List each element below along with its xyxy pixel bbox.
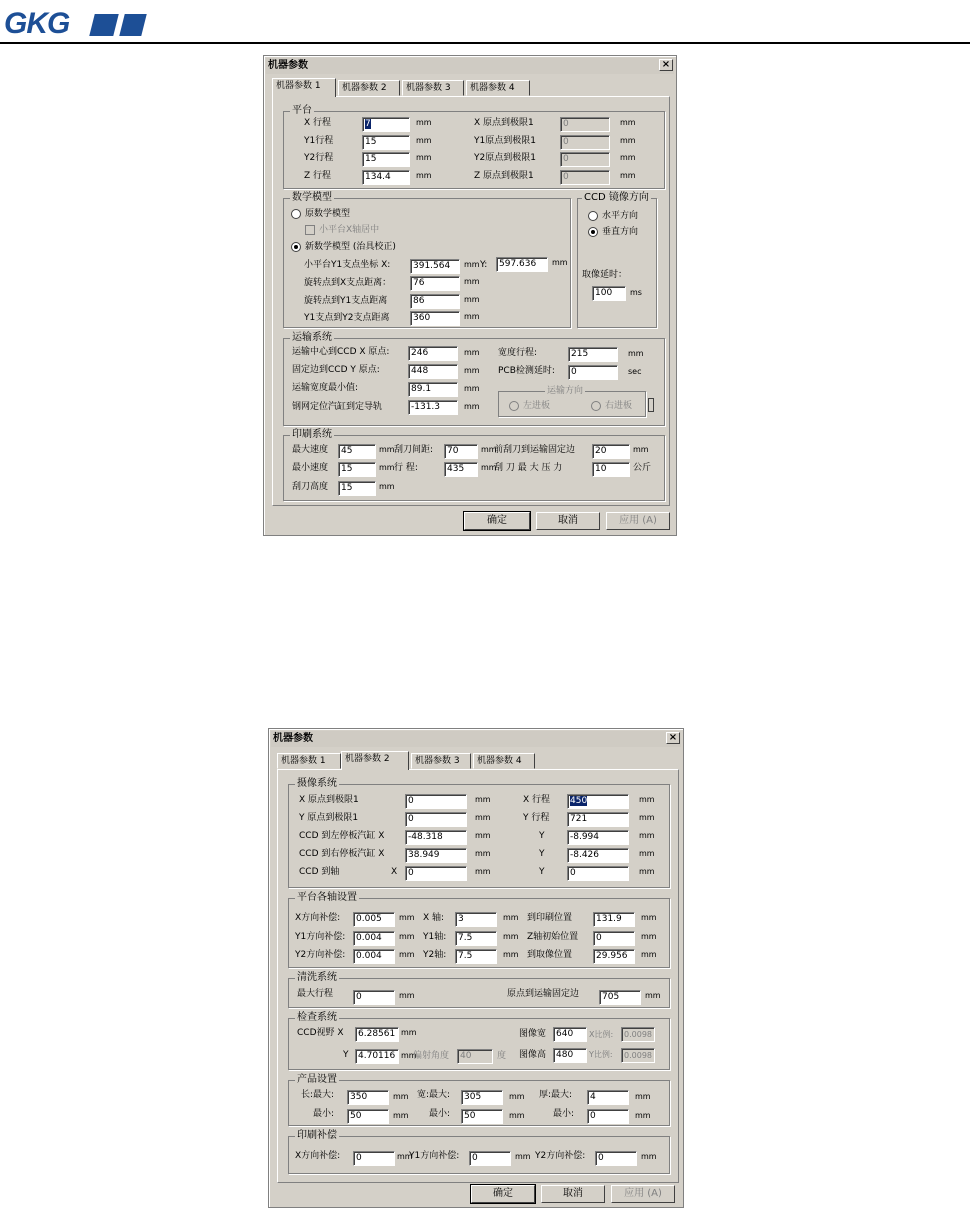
angle-field[interactable]: 40: [457, 1049, 493, 1064]
unit: mm: [379, 482, 395, 491]
y1-comp-field[interactable]: 0.004: [353, 931, 395, 946]
transport-group: [283, 332, 665, 426]
y2-origin-label: Y2原点到极限1: [474, 153, 536, 163]
print-pos-field[interactable]: 131.9: [593, 912, 635, 927]
y1y2-field[interactable]: 360: [410, 311, 460, 326]
x-comp-field[interactable]: 0.005: [353, 912, 395, 927]
y1-comp-label: Y1方向补偿:: [295, 932, 346, 942]
stencil-field[interactable]: -131.3: [408, 400, 458, 415]
thk-max-label: 厚:最大:: [539, 1090, 573, 1100]
unit: mm: [633, 445, 649, 454]
print-pos-label: 到印刷位置: [527, 913, 573, 923]
pcb-delay-label: PCB检测延时:: [498, 366, 555, 376]
apply-button[interactable]: 应用 (A): [606, 512, 670, 530]
unit: mm: [475, 795, 491, 804]
scroll-handle[interactable]: [648, 398, 654, 412]
y-ratio-field[interactable]: 0.0098: [621, 1048, 655, 1063]
tab-params-1[interactable]: 机器参数 1: [277, 753, 341, 769]
platform-axes-group: [288, 892, 670, 968]
capture-pos-label: 到取像位置: [527, 950, 573, 960]
x-comp-field[interactable]: 0: [353, 1151, 395, 1166]
vertical-label: 垂直方向: [602, 227, 639, 237]
y-travel-label: Y 行程: [523, 813, 550, 823]
unit: mm: [620, 171, 636, 180]
y1-axis-field[interactable]: 7.5: [455, 931, 497, 946]
img-width-label: 图像宽: [519, 1029, 547, 1039]
y1y2-label: Y1支点到Y2支点距离: [304, 313, 390, 323]
y-origin-label: Y 原点到极限1: [299, 813, 359, 823]
logo-bar-1: [89, 14, 118, 36]
y2-axis-field[interactable]: 7.5: [455, 949, 497, 964]
unit: mm: [379, 463, 395, 472]
left-entry-radio[interactable]: [509, 401, 519, 411]
unit: mm: [416, 118, 432, 127]
unit: mm: [503, 932, 519, 941]
ccd-mirror-group: [577, 192, 657, 328]
x-axis-label: X 轴:: [423, 913, 445, 923]
group-title: 平台各轴设置: [297, 892, 357, 903]
left-entry-label: 左进板: [523, 401, 551, 411]
ccd-axis-x-field[interactable]: 0: [405, 866, 467, 881]
ccd-axis-x-label: X: [391, 867, 398, 877]
unit: mm: [401, 1028, 417, 1037]
y-ratio-label: Y比例:: [589, 1050, 613, 1059]
unit: mm: [416, 171, 432, 180]
unit: mm: [464, 348, 480, 357]
old-model-radio[interactable]: [291, 209, 301, 219]
thk-min-field[interactable]: 0: [587, 1109, 629, 1124]
capture-pos-field[interactable]: 29.956: [593, 949, 635, 964]
stencil-label: 钢网定位汽缸到定导轨: [292, 402, 383, 412]
delay-unit: ms: [630, 288, 642, 297]
cancel-button[interactable]: 取消: [541, 1185, 605, 1203]
coord-label: 小平台Y1支点坐标 X:: [304, 260, 391, 270]
y1-comp-field[interactable]: 0: [469, 1151, 511, 1166]
z-origin-label: Z 原点到极限1: [474, 171, 534, 181]
gap-field[interactable]: 70: [444, 444, 478, 459]
x-travel-field[interactable]: [567, 794, 629, 809]
z-init-field[interactable]: 0: [593, 931, 635, 946]
group-title: 平台: [292, 105, 312, 116]
unit: mm: [397, 1152, 413, 1161]
len-max-field[interactable]: 350: [347, 1090, 389, 1105]
unit: mm: [416, 136, 432, 145]
unit: mm: [464, 277, 480, 286]
unit: mm: [399, 913, 415, 922]
max-speed-field[interactable]: 45: [338, 444, 376, 459]
x-ratio-field[interactable]: 0.0098: [621, 1027, 655, 1042]
left-cyl-label: CCD 到左停板汽缸 X: [299, 831, 385, 841]
y2-comp-label: Y2方向补偿:: [295, 950, 346, 960]
unit: mm: [641, 913, 657, 922]
wid-max-field[interactable]: 305: [461, 1090, 503, 1105]
print-group: [283, 429, 665, 501]
machine-params-dialog-2: [268, 728, 684, 1208]
left-cyl-y-field[interactable]: -8.994: [567, 830, 629, 845]
width-travel-field[interactable]: 215: [568, 347, 618, 362]
group-title: 印刷补偿: [297, 1130, 337, 1141]
delay-label: 取像延时：: [582, 270, 628, 280]
fov-label: CCD视野 X: [297, 1028, 344, 1038]
z-init-label: Z轴初始位置: [527, 932, 579, 942]
tab-params-2[interactable]: 机器参数 2: [338, 80, 400, 96]
unit: mm: [639, 831, 655, 840]
min-width-field[interactable]: 89.1: [408, 382, 458, 397]
y2-travel-label: Y2行程: [304, 153, 334, 163]
print-comp-group: [288, 1130, 670, 1174]
unit: mm: [552, 258, 568, 267]
inspection-group: [288, 1012, 670, 1070]
pcb-delay-field[interactable]: 0: [568, 365, 618, 380]
z-travel-label: Z 行程: [304, 171, 332, 181]
close-icon[interactable]: ×: [666, 732, 680, 744]
unit: mm: [399, 991, 415, 1000]
close-icon[interactable]: ×: [659, 59, 673, 71]
unit: mm: [628, 349, 644, 358]
y-origin-field[interactable]: 0: [405, 812, 467, 827]
unit: mm: [515, 1152, 531, 1161]
ok-button[interactable]: 确定: [471, 1185, 535, 1203]
y2-comp-field[interactable]: 0.004: [353, 949, 395, 964]
fov-x-field[interactable]: 6.28561: [355, 1027, 399, 1042]
unit: mm: [641, 950, 657, 959]
pressure-unit: 公斤: [633, 463, 652, 473]
logo-bar-2: [119, 14, 146, 36]
z-origin-field[interactable]: 0: [560, 170, 610, 185]
y1-origin-label: Y1原点到极限1: [474, 136, 536, 146]
right-cyl-label: CCD 到右停板汽缸 X: [299, 849, 385, 859]
fov-y-field[interactable]: 4.70116: [355, 1049, 399, 1064]
ccd-axis-label: CCD 到轴: [299, 867, 340, 877]
min-speed-label: 最小速度: [292, 463, 329, 473]
max-speed-label: 最大速度: [292, 445, 329, 455]
right-entry-label: 右进板: [605, 401, 633, 411]
unit: mm: [641, 1152, 657, 1161]
cleaning-group: [288, 972, 670, 1008]
unit: mm: [464, 295, 480, 304]
tab-page: [272, 96, 670, 506]
squeegee-height-field[interactable]: 15: [338, 481, 376, 496]
squeegee-height-label: 刮刀高度: [292, 482, 329, 492]
unit: mm: [464, 384, 480, 393]
rot-x-field[interactable]: 76: [410, 276, 460, 291]
unit: mm: [464, 260, 480, 269]
group-title: 摄像系统: [297, 778, 337, 789]
thk-min-label: 最小:: [553, 1109, 575, 1119]
y2-origin-field[interactable]: 0: [560, 152, 610, 167]
min-speed-field[interactable]: 15: [338, 462, 376, 477]
img-width-field[interactable]: 640: [553, 1027, 587, 1042]
unit: mm: [509, 1111, 525, 1120]
fixed-ccd-y-label: 固定边到CCD Y 原点:: [292, 365, 380, 375]
x-travel-value: 450: [570, 796, 588, 806]
y1-comp-label: Y1方向补偿:: [409, 1151, 460, 1161]
platform-group: [283, 105, 665, 189]
angle-unit: 度: [497, 1051, 507, 1061]
fixed-ccd-y-field[interactable]: 448: [408, 364, 458, 379]
unit: mm: [379, 445, 395, 454]
width-travel-label: 宽度行程:: [498, 348, 538, 358]
pressure-label: 刮 刀 最 大 压 力: [494, 463, 563, 473]
group-title: 运输系统: [292, 332, 332, 343]
unit: mm: [645, 991, 661, 1000]
len-min-label: 最小:: [313, 1109, 335, 1119]
delay-field[interactable]: 100: [592, 286, 626, 301]
old-model-label: 原数学模型: [305, 209, 351, 219]
x-origin-label: X 原点到极限1: [474, 118, 534, 128]
x-travel-label: X 行程: [523, 795, 551, 805]
img-height-field[interactable]: 480: [553, 1048, 587, 1063]
left-cyl-y-label: Y: [539, 831, 545, 841]
gap-label: 刮刀间距:: [394, 445, 434, 455]
pressure-field[interactable]: 10: [592, 462, 630, 477]
y2-axis-label: Y2轴:: [423, 950, 447, 960]
front-squeegee-label: 前刮刀到运输固定边: [494, 445, 576, 455]
front-squeegee-field[interactable]: 20: [592, 444, 630, 459]
brand-logo: GKG: [4, 7, 70, 40]
unit: mm: [475, 813, 491, 822]
unit: mm: [481, 445, 497, 454]
thk-max-field[interactable]: 4: [587, 1090, 629, 1105]
ccd-axis-y-field[interactable]: 0: [567, 866, 629, 881]
new-model-radio[interactable]: [291, 242, 301, 252]
math-model-group: [283, 192, 571, 328]
y2-comp-field[interactable]: 0: [595, 1151, 637, 1166]
len-min-field[interactable]: 50: [347, 1109, 389, 1124]
ok-button[interactable]: 确定: [464, 512, 530, 530]
unit: mm: [475, 831, 491, 840]
unit: mm: [639, 813, 655, 822]
group-title: 数学模型: [292, 192, 332, 203]
rot-y1-field[interactable]: 86: [410, 294, 460, 309]
x-origin-field[interactable]: 0: [560, 117, 610, 132]
camera-group: [288, 778, 670, 888]
rot-y1-label: 旋转点到Y1支点距离: [304, 296, 388, 306]
wid-min-label: 最小:: [429, 1109, 451, 1119]
unit: mm: [641, 932, 657, 941]
y2-travel-field[interactable]: 15: [362, 152, 410, 167]
tab-params-4[interactable]: 机器参数 4: [473, 753, 535, 769]
transport-direction-group: [498, 386, 646, 417]
img-height-label: 图像高: [519, 1050, 547, 1060]
unit: mm: [393, 1111, 409, 1120]
ccd-axis-y-label: Y: [539, 867, 545, 877]
center-checkbox[interactable]: [305, 225, 315, 235]
unit: mm: [464, 312, 480, 321]
x-comp-label: X方向补偿:: [295, 1151, 341, 1161]
unit: mm: [464, 402, 480, 411]
x-origin-field[interactable]: 0: [405, 794, 467, 809]
horizontal-label: 水平方向: [602, 211, 639, 221]
right-cyl-x-field[interactable]: 38.949: [405, 848, 467, 863]
center-ccd-x-label: 运输中心到CCD X 原点:: [292, 347, 390, 357]
y1-origin-field[interactable]: 0: [560, 135, 610, 150]
horizontal-radio[interactable]: [588, 211, 598, 221]
machine-params-dialog-1: [263, 55, 677, 536]
unit: mm: [635, 1111, 651, 1120]
header-rule: [0, 42, 970, 44]
x-ratio-label: X比例:: [589, 1030, 614, 1039]
right-entry-radio[interactable]: [591, 401, 601, 411]
len-max-label: 长:最大:: [301, 1090, 335, 1100]
group-title: 印刷系统: [292, 429, 332, 440]
unit: mm: [503, 913, 519, 922]
x-travel-label: X 行程: [304, 118, 332, 128]
unit: mm: [639, 795, 655, 804]
x-travel-value: 7: [365, 119, 371, 129]
x-axis-field[interactable]: 3: [455, 912, 497, 927]
origin-label: 原点到运输固定边: [507, 989, 580, 999]
center-ccd-x-field[interactable]: 246: [408, 346, 458, 361]
tab-params-2[interactable]: 机器参数 2: [341, 751, 409, 770]
group-title: 检查系统: [297, 1012, 337, 1023]
y1-axis-label: Y1轴:: [423, 932, 447, 942]
group-title: 产品设置: [297, 1074, 337, 1085]
tab-page: [277, 769, 679, 1183]
right-cyl-y-field[interactable]: -8.426: [567, 848, 629, 863]
unit: mm: [475, 867, 491, 876]
y1-travel-label: Y1行程: [304, 136, 334, 146]
unit: mm: [464, 366, 480, 375]
max-travel-field[interactable]: 0: [353, 990, 395, 1005]
travel-label: 行 程:: [394, 463, 418, 473]
apply-button[interactable]: 应用 (A): [611, 1185, 675, 1203]
group-title: 运输方向: [547, 386, 584, 396]
vertical-radio[interactable]: [588, 227, 598, 237]
group-title: CCD 镜像方向: [584, 192, 649, 203]
unit: mm: [399, 950, 415, 959]
unit: mm: [416, 153, 432, 162]
coord-y-label: Y:: [480, 260, 488, 270]
unit: mm: [393, 1092, 409, 1101]
left-cyl-x-field[interactable]: -48.318: [405, 830, 467, 845]
tab-params-4[interactable]: 机器参数 4: [466, 80, 530, 96]
unit: mm: [635, 1092, 651, 1101]
unit: mm: [620, 153, 636, 162]
tab-params-3[interactable]: 机器参数 3: [411, 753, 471, 769]
dialog-title: 机器参数: [266, 58, 674, 74]
wid-min-field[interactable]: 50: [461, 1109, 503, 1124]
unit: mm: [509, 1092, 525, 1101]
x-origin-label: X 原点到极限1: [299, 795, 359, 805]
x-travel-field[interactable]: [362, 117, 410, 132]
tab-params-1[interactable]: 机器参数 1: [272, 78, 336, 97]
wid-max-label: 宽:最大:: [417, 1090, 451, 1100]
tab-params-3[interactable]: 机器参数 3: [402, 80, 464, 96]
unit: mm: [639, 867, 655, 876]
max-travel-label: 最大行程: [297, 989, 334, 999]
pcb-delay-unit: sec: [628, 367, 642, 376]
right-cyl-y-label: Y: [539, 849, 545, 859]
center-checkbox-label: 小平台X轴居中: [319, 225, 380, 235]
x-comp-label: X方向补偿:: [295, 913, 341, 923]
cancel-button[interactable]: 取消: [536, 512, 600, 530]
travel-field[interactable]: 435: [444, 462, 478, 477]
angle-label: 偏射角度: [413, 1051, 450, 1061]
product-group: [288, 1074, 670, 1126]
unit: mm: [399, 932, 415, 941]
unit: mm: [481, 463, 497, 472]
coord-y-field[interactable]: 597.636: [496, 257, 548, 272]
dialog-title: 机器参数: [271, 731, 681, 747]
unit: mm: [475, 849, 491, 858]
unit: mm: [620, 136, 636, 145]
y2-comp-label: Y2方向补偿:: [535, 1151, 586, 1161]
rot-x-label: 旋转点到X支点距离：: [304, 278, 392, 288]
unit: mm: [503, 950, 519, 959]
unit: mm: [401, 1051, 417, 1060]
coord-x-field[interactable]: 391.564: [410, 259, 460, 274]
unit: mm: [620, 118, 636, 127]
origin-field[interactable]: 705: [599, 990, 641, 1005]
unit: mm: [639, 849, 655, 858]
new-model-label: 新数学模型 (治具校正): [305, 242, 396, 252]
min-width-label: 运输宽度最小值:: [292, 383, 359, 393]
z-travel-field[interactable]: 134.4: [362, 170, 410, 185]
fov-y-label: Y: [343, 1050, 349, 1060]
y-travel-field[interactable]: 721: [567, 812, 629, 827]
y1-travel-field[interactable]: 15: [362, 135, 410, 150]
group-title: 清洗系统: [297, 972, 337, 983]
